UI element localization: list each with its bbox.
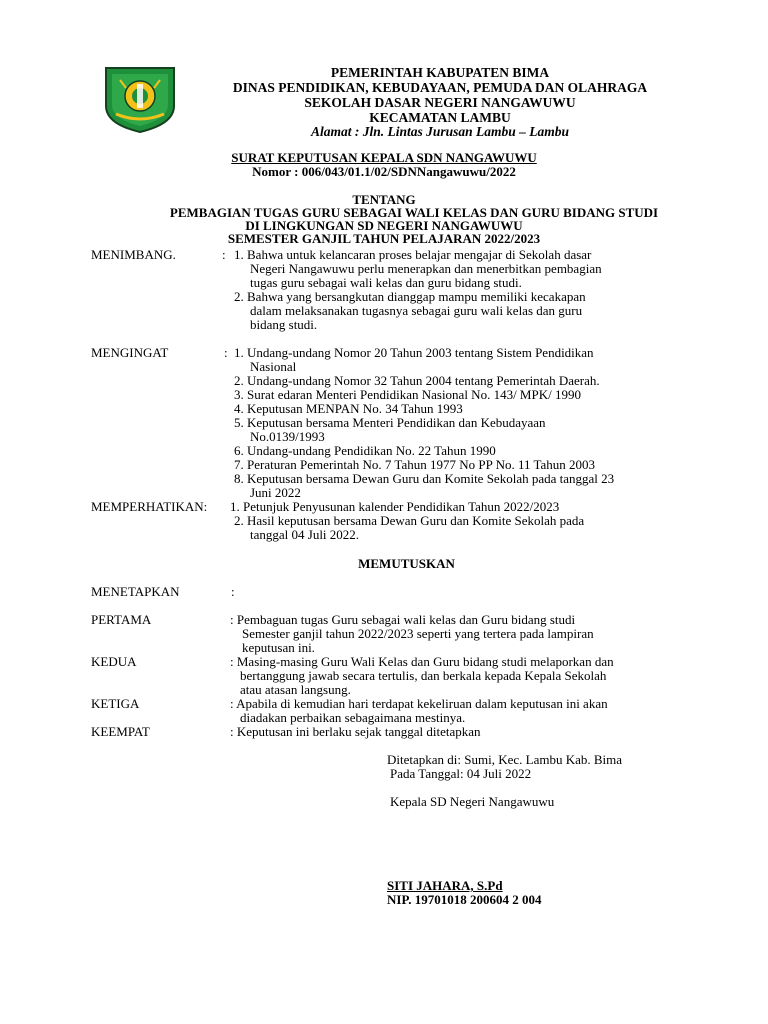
mengingat-item: 4. Keputusan MENPAN No. 34 Tahun 1993: [234, 401, 463, 416]
signature-date: Pada Tanggal: 04 Juli 2022: [390, 766, 532, 781]
ketiga-line: : Apabila di kemudian hari terdapat kekeliruan dalam keputusan ini akan: [230, 696, 608, 711]
pertama-label: PERTAMA: [91, 612, 152, 627]
mengingat-item: 1. Undang-undang Nomor 20 Tahun 2003 tentang Sistem Pendidikan: [234, 345, 594, 360]
pertama-line: : Pembaguan tugas Guru sebagai wali kelas dan Guru bidang studi: [230, 612, 576, 627]
mengingat-item: 7. Peraturan Pemerintah No. 7 Tahun 1977 No PP No. 11 Tahun 2003: [234, 457, 596, 472]
signature-position: Kepala SD Negeri Nangawuwu: [390, 794, 555, 809]
header-government: PEMERINTAH KABUPATEN BIMA: [330, 65, 550, 80]
menetapkan-label: MENETAPKAN: [91, 584, 180, 599]
menimbang-item: bidang studi.: [250, 317, 318, 332]
decree-number: Nomor : 006/043/01.1/02/SDNNangawuwu/2022: [252, 164, 516, 179]
header-school: SEKOLAH DASAR NEGERI NANGAWUWU: [304, 95, 576, 110]
menetapkan-colon: :: [231, 584, 235, 599]
kedua-line: : Masing-masing Guru Wali Kelas dan Guru bidang studi melaporkan dan: [230, 654, 614, 669]
subject-line-2: DI LINGKUNGAN SD NEGERI NANGAWUWU: [245, 218, 523, 233]
mengingat-item: No.0139/1993: [250, 429, 325, 444]
mengingat-item: 6. Undang-undang Pendidikan No. 22 Tahun 1990: [234, 443, 496, 458]
header-district: KECAMATAN LAMBU: [369, 110, 511, 125]
menimbang-item: dalam melaksanakan tugasnya sebagai guru wali kelas dan guru: [250, 303, 583, 318]
menimbang-colon: :: [222, 247, 226, 262]
ketiga-line: diadakan perbaikan sebagaimana mestinya.: [240, 710, 466, 725]
menimbang-item: Negeri Nangawuwu perlu menerapkan dan menerbitkan pembagian: [250, 261, 602, 276]
kedua-line: atau atasan langsung.: [240, 682, 351, 697]
memperhatikan-label: MEMPERHATIKAN:: [91, 499, 208, 514]
mengingat-item: 3. Surat edaran Menteri Pendidikan Nasional No. 143/ MPK/ 1990: [234, 387, 581, 402]
kedua-line: bertanggung jawab secara tertulis, dan berkala kepada Kepala Sekolah: [240, 668, 607, 683]
pertama-line: keputusan ini.: [242, 640, 315, 655]
mengingat-label: MENGINGAT: [91, 345, 169, 360]
subject-line-3: SEMESTER GANJIL TAHUN PELAJARAN 2022/2023: [227, 231, 541, 246]
signatory-name: SITI JAHARA, S.Pd: [387, 878, 503, 893]
menimbang-item: 2. Bahwa yang bersangkutan dianggap mampu memiliki kecakapan: [234, 289, 586, 304]
keempat-line: : Keputusan ini berlaku sejak tanggal ditetapkan: [230, 724, 481, 739]
regency-emblem-icon: [102, 62, 178, 134]
signature-place: Ditetapkan di: Sumi, Kec. Lambu Kab. Bima: [387, 752, 623, 767]
mengingat-item: 8. Keputusan bersama Dewan Guru dan Komite Sekolah pada tanggal 23: [234, 471, 615, 486]
menimbang-item: tugas guru sebagai wali kelas dan guru bidang studi.: [250, 275, 522, 290]
keempat-label: KEEMPAT: [91, 724, 150, 739]
mengingat-item: Juni 2022: [250, 485, 301, 500]
mengingat-item: 2. Undang-undang Nomor 32 Tahun 2004 tentang Pemerintah Daerah.: [234, 373, 600, 388]
header-department: DINAS PENDIDIKAN, KEBUDAYAAN, PEMUDA DAN OLAHRAGA: [232, 80, 648, 95]
decree-title: SURAT KEPUTUSAN KEPALA SDN NANGAWUWU: [231, 150, 537, 165]
menimbang-item: 1. Bahwa untuk kelancaran proses belajar mengajar di Sekolah dasar: [234, 247, 592, 262]
tentang-heading: TENTANG: [352, 192, 416, 207]
memperhatikan-item: 2. Hasil keputusan bersama Dewan Guru dan Komite Sekolah pada: [234, 513, 585, 528]
header-address: Alamat : Jln. Lintas Jurusan Lambu – Lambu: [310, 124, 570, 139]
mengingat-item: Nasional: [250, 359, 297, 374]
mengingat-item: 5. Keputusan bersama Menteri Pendidikan dan Kebudayaan: [234, 415, 546, 430]
pertama-line: Semester ganjil tahun 2022/2023 seperti yang tertera pada lampiran: [242, 626, 594, 641]
menimbang-label: MENIMBANG.: [91, 247, 176, 262]
memutuskan-heading: MEMUTUSKAN: [358, 556, 455, 571]
subject-line-1: PEMBAGIAN TUGAS GURU SEBAGAI WALI KELAS DAN GURU BIDANG STUDI: [169, 205, 659, 220]
signatory-nip: NIP. 19701018 200604 2 004: [387, 892, 542, 907]
mengingat-colon: :: [224, 345, 228, 360]
memperhatikan-item: tanggal 04 Juli 2022.: [250, 527, 360, 542]
ketiga-label: KETIGA: [91, 696, 140, 711]
memperhatikan-item: 1. Petunjuk Penyusunan kalender Pendidikan Tahun 2022/2023: [230, 499, 560, 514]
kedua-label: KEDUA: [91, 654, 137, 669]
